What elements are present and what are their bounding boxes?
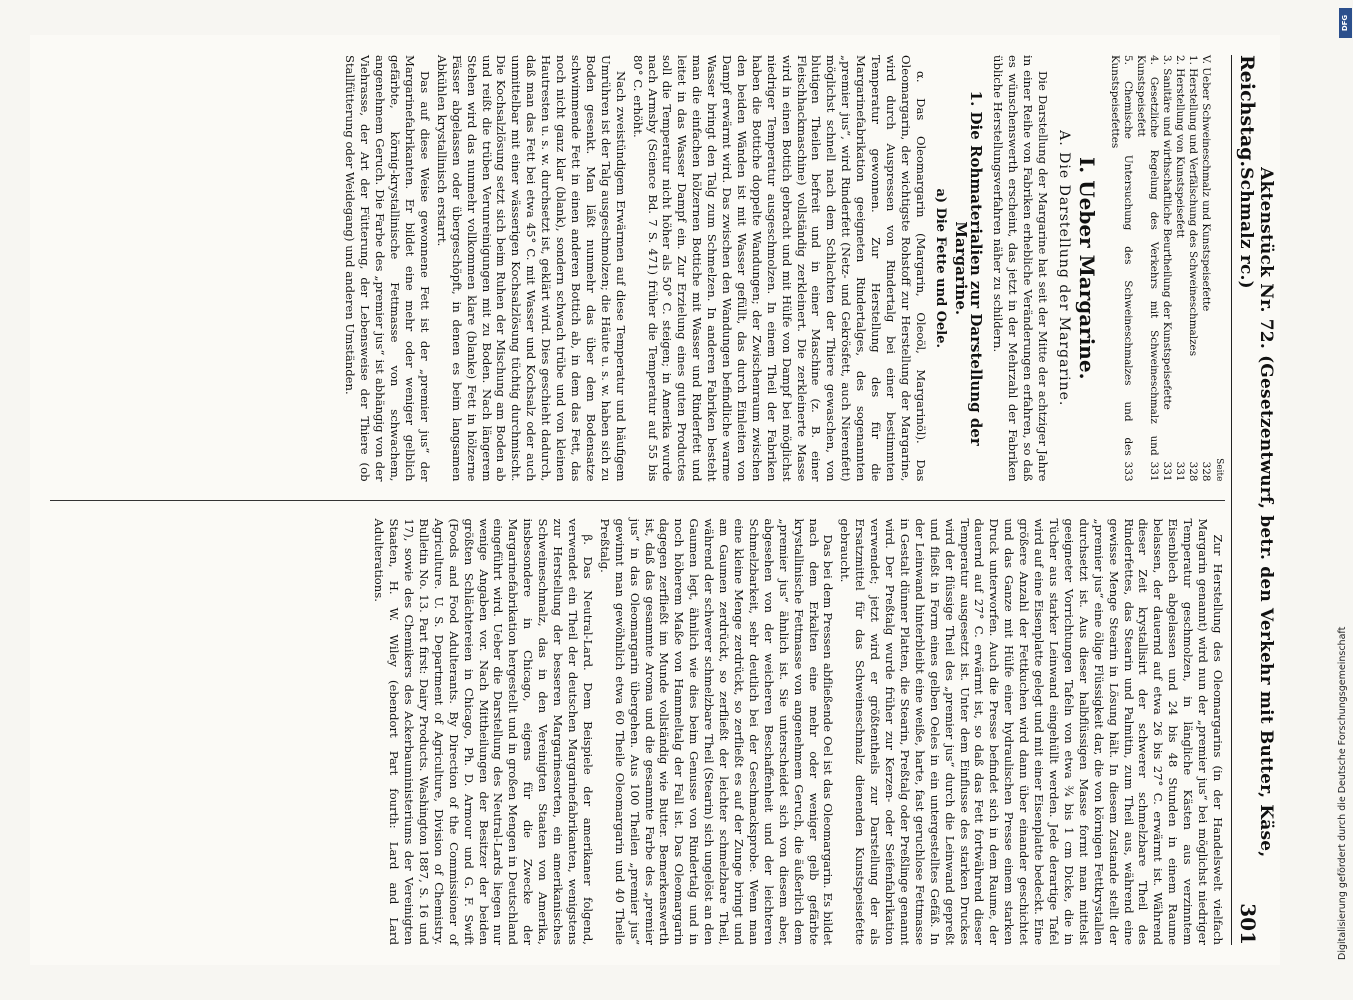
body-paragraph: α. Das Oleomargarin (Margarin, Oleoöl, Margarinöl). Das Oleomargarin, der wichtigste Rohstoff zur Herstellung der Margarine, wird durch Auspressen von Rindertalg bei einer bestimmten Temperatur gewonnen. Zur Herstellung des für die Margarinefabrikation geeigneten Rindertalges, des sogenannten „premier jus“, wird Rinderfett (Netz- und Gekrösfett, auch Nierenfett) möglichst schnell nach dem Schlachten der Thiere gewaschen, von blutigen Theilen befreit und in einer Maschine (z. B. einer Fleischhackmaschine) vollständig zerkleinert. Die zerkleinerte Masse wird in einen Bottich gebracht und mit Hülfe von Dampf bei möglichst niedriger Temperatur ausgeschmolzen. In einem Theil der Fabriken haben die Bottiche doppelte Wandungen; der Zwischenraum zwischen den beiden Wänden ist mit Wasser gefüllt, das durch Einleiten von Dampf erwärmt wird. Das zwischen den Wandungen befindliche warme Wasser bringt den Talg zum Schmelzen. In anderen Fabriken besteht man die einfachen hölzernen Bottiche mit Wasser und Rinderfett und leitet in das Wasser Dampf ein. Zur Erzielung eines guten Productes soll die Temperatur nicht höher als 50° C. steigen; in Amerika wurde nach Armsby (Science Bd. 7 S. 471) früher die Temperatur auf 55 bis 80° C. erhöht. — [630, 55, 928, 482]
toc-item: 2. Herstellung von Kunstspeisefett 331 — [1174, 55, 1186, 482]
body-paragraph: Nach zweistündigem Erwärmen auf diese Temperatur und häufigem Umrühren ist der Talg ausgeschmolzen; die Häute u. s. w. haben sich zu Boden gesenkt. Man läßt nunmehr das über dem Bodensatze schwimmende Fett in einen anderen Bottich ab, in dem das Fett, das noch nicht ganz klar (blank), sondern schwach trübe und von kleinen Hautresten u. s. w. durchsetzt ist, geklärt wird. Dies geschieht dadurch, daß man das Fett bei etwa 45° C. mit Wasser und Kochsalz oder auch unmittelbar mit einer wässerigen Kochsalzlösung tüchtig durchmischt. Die Kochsalzlösung setzt sich beim Ruhen der Mischung am Boden ab und reißt die trüben Verunreinigungen mit zu Boden. Nach längerem Stehen wird das nunmehr vollkommen klare (blanke) Fett in hölzerne Fässer abgelassen oder übergeschöpft, in denen es beim langsamen Abkühlen krystallinisch erstarrt. — [434, 55, 628, 482]
toc-item: 1. Herstellung und Verfälschung des Schweineschmalzes 328 — [1187, 55, 1199, 482]
body-paragraph: Zur Herstellung des Oleomargarins (in der Handelswelt vielfach Margarin genannt) wird nun der „premier jus“ bei möglichst niedriger Temperatur geschmolzen, in längliche Kästen aus verzinntem Eisenblech abgelassen und 24 bis 48 Stunden in einem Raume belassen, der dauernd auf etwa 26 bis 27° C. erwärmt ist. Während dieser Zeit krystallisirt der schwerer schmelzbare Theil des Rinderfettes, das Stearin und Palmitin, zum Theil aus, während eine gewisse Menge Stearin in Lösung hält. In diesem Zustande stellt der „premier jus“ eine ölige Flüssigkeit dar, die von körnigen Fettkrystallen durchsetzt ist. Aus dieser halbflüssigen Masse formt man mittelst geeigneter Vorrichtungen Tafeln von etwa ¾ bis 1 cm Dicke, die in Tücher aus starker Leinwand eingehüllt werden. Jede derartige Tafel wird auf eine Eisenplatte gelegt und mit einer Eisenplatte bedeckt. Eine größere Anzahl der Fettkuchen wird dann über einander geschichtet und das Ganze mit Hülfe einer hydraulischen Presse einem starken Druck unterworfen. Auch die Presse befindet sich in dem Raume, der dauernd auf 27° C. erwärmt ist, so daß das Fett fortwährend dieser Temperatur ausgesetzt ist. Unter dem Einflusse des starken Druckes wird der flüssige Theil des „premier jus“ durch die Leinwand gepreßt und fließt in Form eines gelben Oeles in ein untergestelltes Gefäß. In der Leinwand hinterbleibt eine weiße, harte, fast geruchlose Fettmasse in Gestalt dünner Platten, die Stearin, Preßtalg oder Preßlinge genannt wird. Der Preßtalg wurde früher zur Kerzen- oder Seifenfabrikation verwendet; jetzt wird er größtentheils zur Darstellung der als Ersatzmittel für das Schweineschmalz dienenden Kunstspeisefette gebraucht. — [838, 518, 1225, 945]
digitization-credit: Digitalisierung gefördert durch die Deutsche Forschungsgemeinschaft — [1337, 626, 1348, 960]
dfg-logo: DFG — [1339, 8, 1352, 38]
toc-seite-label: Seite — [1214, 458, 1224, 482]
toc-item: 4. Gesetzliche Regelung des Verkehrs mit Schweineschmalz und Kunstspeisefett 331 — [1135, 55, 1160, 482]
header-left: Reichstag. — [1236, 55, 1258, 168]
page-header — [1231, 55, 1276, 945]
toc-item: 3. Sanitäre und wirthschaftliche Beurtheilung der Kunstspeisefette 331 — [1161, 55, 1173, 482]
section-a-heading: A. Die Darstellung der Margarine. — [1056, 130, 1073, 407]
left-column — [50, 55, 1225, 482]
section-1a-heading: a) Die Fette und Oele. — [932, 188, 948, 349]
scanned-page — [30, 35, 1280, 965]
header-title: Aktenstück Nr. 72. (Gesetzentwurf, betr. den Verkehr mit Butter, Käse, Schmalz rc.) — [1236, 167, 1276, 858]
column-divider — [50, 500, 1225, 501]
toc-item: 5. Chemische Untersuchung des Schweineschmalzes und des Kunstspeisefettes 333 — [1109, 55, 1134, 482]
body-paragraph: Das auf diese Weise gewonnene Fett ist der „premier jus“ der Margarinefabrikanten. Er bildet eine mehr oder weniger gelblich gefärbte, körnig-krystallinische Fettmasse von schwachem, angenehmem Geruch. Die Farbe des „premier jus“ ist abhängig von der Viehrasse, der Art der Fütterung, der Lebensweise der Thiere (ob Stallfütterung oder Weidegang) und anderen Umständen. — [343, 55, 432, 482]
body-paragraph: β. Das Neutral-Lard. Dem Beispiele der amerikaner folgend, verwendet ein Theil der deutschen Margarinefabrikanten, wenigstens zur Herstellung der besseren Margarinesorten, ein amerikanisches Schweineschmalz, das in den Vereinigten Staaten von Amerika, insbesondere in Chicago, eigens für die Zwecke der Margarinefabrikation hergestellt und in großen Mengen in Deutschland eingeführt wird. Ueber die Darstellung des Neutral-Lards liegen nur wenige Angaben vor. Nach Mittheilungen der Besitzer der beiden größten Schlächtereien in Chicago, Ph. D. Armour und G. F. Swift (Foods and Food Adulterants. By Direction of the Commissioner of Agriculture. U. S. Department of Agriculture, Division of Chemistry. Bulletin No. 13. Part first: Dairy Products. Washington 1887, S. 16 und 17), sowie des Chemikers des Ackerbauministeriums der Vereinigten Staaten, H. W. Wiley (ebendort Part fourth: Lard and Lard Adulterations. — [372, 518, 595, 945]
part-title: I. Ueber Margarine. — [1075, 156, 1099, 380]
rotated-document — [30, 35, 1280, 965]
body-paragraph: Das bei dem Pressen abfließende Oel ist das Oleomargarin. Es bildet nach dem Erkalten eine mehr oder weniger gelb gefärbte krystallinische Fettmasse von angenehmem Geruch, die äußerlich dem „premier jus“ ähnlich ist. Sie unterscheidet sich von diesem aber, abgesehen von der weicheren Beschaffenheit und der leichteren Schmelzbarkeit, sehr deutlich bei der Geschmacksprobe. Wenn man eine kleine Menge zerdrückt, so zerfließt es auf der Zunge bringt und am Gaumen zerdrückt, so zerfließt der leichter schmelzbare Theil, während der schwerer schmelzbare Theil (Stearin) sich ungelöst an den Gaumen legt, ähnlich wie dies beim Genusse von Rindertalg und in noch höherem Maße von Hammeltalg der Fall ist. Das Oleomargarin dagegen zerfließt im Munde vollständig wie Butter. Bemerkenswerth ist, daß das gesammte Aroma und die gesammte Farbe des „premier jus“ in das Oleomargarin übergehen. Aus 100 Theilen „premier jus“ gewinnt man gewöhnlich etwa 60 Theile Oleomargarin und 40 Theile Preßtalg. — [597, 518, 836, 945]
section-1-heading: 1. Die Rohmaterialien zur Darstellung der Margarine. — [951, 90, 985, 446]
table-of-contents — [1108, 55, 1225, 482]
right-column — [50, 519, 1225, 946]
toc-item: V. Ueber Schweineschmalz und Kunstspeisefette 328 — [1200, 55, 1212, 482]
page-number: 301 — [1236, 903, 1260, 945]
text-columns — [50, 55, 1225, 945]
intro-paragraph: Die Darstellung der Margarine hat seit der Mitte der achtziger Jahre in einer Reihe von Fabriken erhebliche Veränderungen erfahren, so daß es wünschenswerth erscheint, das jetzt in der Mehrzahl der Fabriken übliche Herstellungsverfahren näher zu schildern. — [991, 55, 1051, 482]
